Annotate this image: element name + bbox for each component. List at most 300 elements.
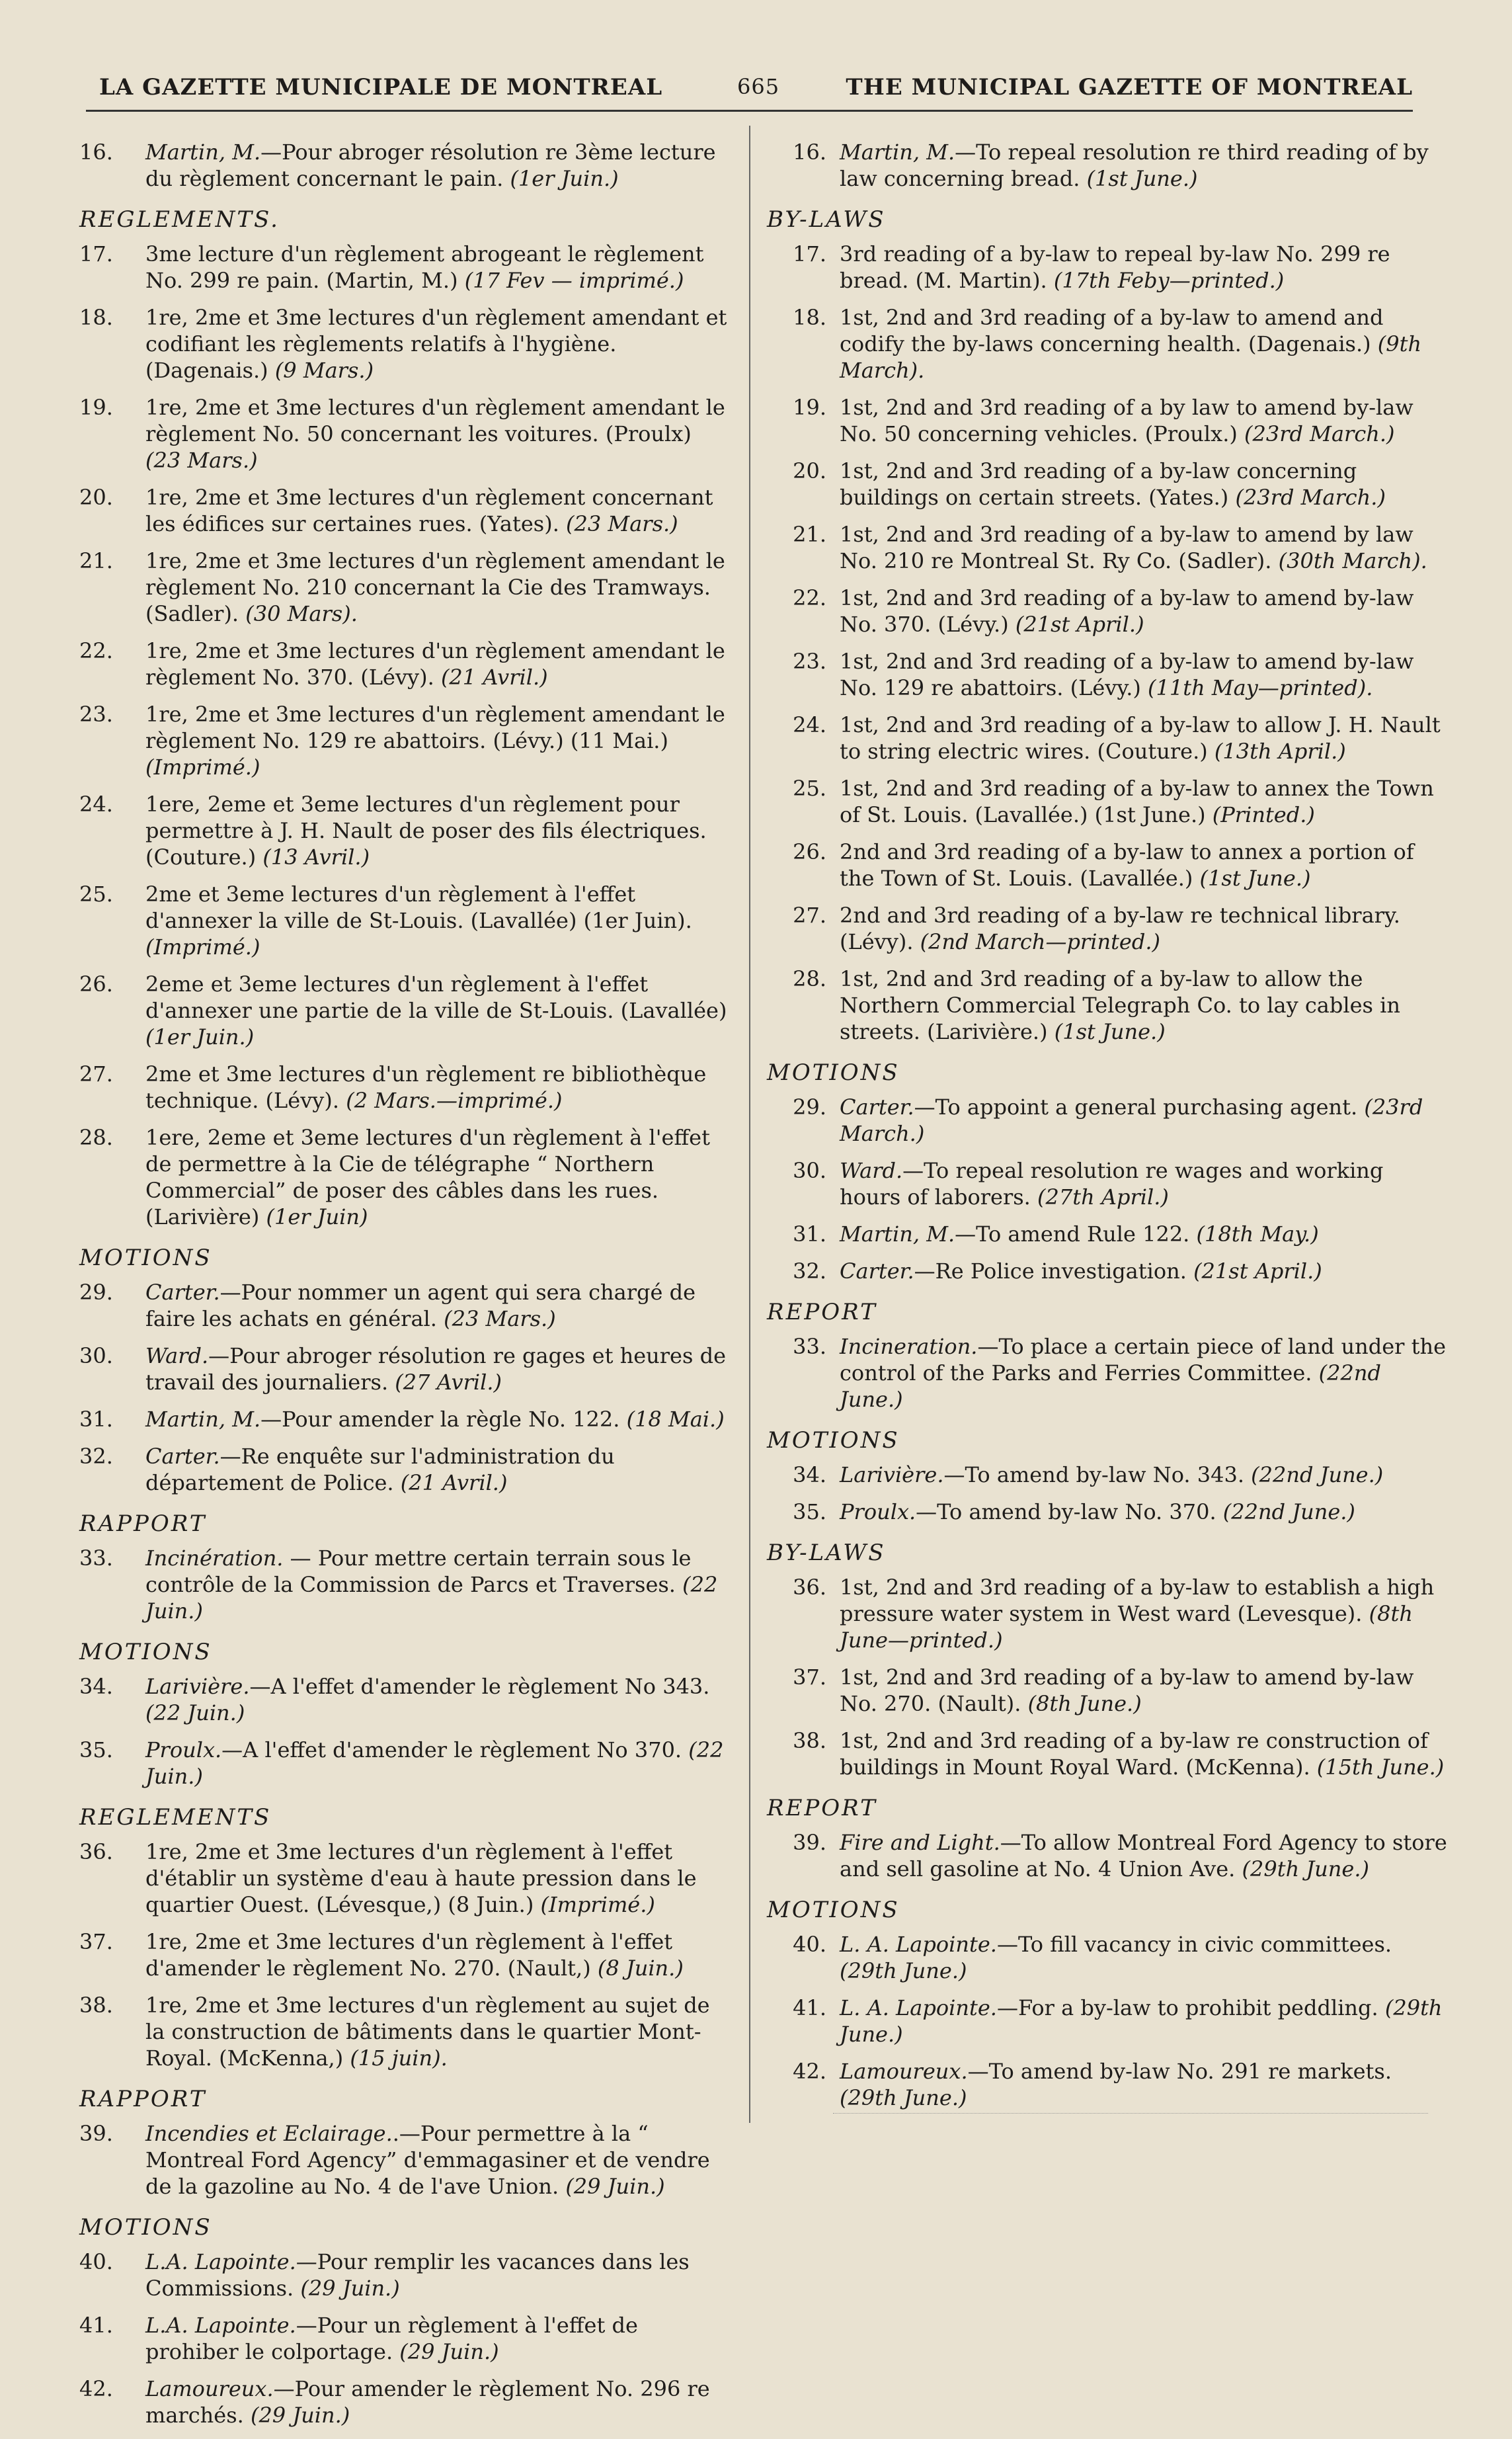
item-body bbox=[145, 1124, 727, 1230]
footer-rule bbox=[833, 2113, 1428, 2114]
item-mover: Incinération. bbox=[145, 1546, 284, 1571]
agenda-item bbox=[767, 1995, 1448, 2047]
agenda-item bbox=[79, 1545, 727, 1624]
agenda-item bbox=[79, 1992, 727, 2071]
item-number: 39. bbox=[793, 1830, 826, 1855]
item-date-note: (21 Avril.) bbox=[400, 1470, 508, 1495]
agenda-item bbox=[79, 971, 727, 1050]
item-body bbox=[145, 1839, 727, 1918]
item-text: 3me lecture d'un règlement abrogeant le règlement No. 299 re pain. (Martin, M.) bbox=[145, 241, 704, 293]
item-mover: Ward. bbox=[145, 1343, 209, 1368]
item-number: 30. bbox=[79, 1343, 113, 1368]
item-body bbox=[145, 1279, 727, 1332]
section-heading: REPORT bbox=[767, 1795, 877, 1821]
item-number: 26. bbox=[79, 971, 113, 997]
item-body bbox=[840, 1094, 1448, 1147]
item-number: 24. bbox=[793, 712, 826, 737]
item-body bbox=[145, 701, 727, 780]
agenda-item bbox=[79, 1673, 727, 1726]
item-date-note: (11th May—printed). bbox=[1148, 675, 1373, 700]
item-body bbox=[145, 2249, 727, 2301]
agenda-item bbox=[79, 791, 727, 870]
item-number: 16. bbox=[793, 140, 826, 165]
item-text: 1st, 2nd and 3rd reading of a by-law to amend by-law No. 370. (Lévy.) bbox=[840, 585, 1414, 637]
item-body bbox=[145, 139, 727, 192]
agenda-item bbox=[767, 1333, 1448, 1413]
agenda-item bbox=[767, 1664, 1448, 1717]
agenda-item bbox=[79, 241, 727, 294]
item-body bbox=[840, 839, 1448, 891]
item-number: 17. bbox=[79, 241, 113, 267]
item-body bbox=[145, 1443, 727, 1496]
item-date-note: (23rd March.) bbox=[1244, 421, 1395, 446]
item-number: 32. bbox=[793, 1259, 826, 1284]
item-number: 21. bbox=[793, 522, 826, 547]
item-date-note: (30 Mars). bbox=[245, 601, 358, 626]
item-body bbox=[840, 1727, 1448, 1780]
item-date-note: (9th March). bbox=[840, 331, 1422, 383]
header-french-title: LA GAZETTE MUNICIPALE DE MONTREAL bbox=[99, 74, 663, 101]
item-number: 21. bbox=[79, 548, 113, 573]
agenda-item bbox=[79, 139, 727, 192]
column-divider bbox=[749, 126, 750, 2123]
item-date-note: (29th June.) bbox=[840, 1958, 967, 1983]
item-mover: Carter. bbox=[840, 1095, 914, 1120]
agenda-item bbox=[767, 1221, 1448, 1247]
item-mover: L. A. Lapointe. bbox=[840, 1932, 997, 1957]
agenda-item bbox=[767, 139, 1448, 192]
item-mover: Proulx. bbox=[145, 1737, 222, 1762]
item-body bbox=[840, 304, 1448, 384]
agenda-item bbox=[79, 1061, 727, 1114]
agenda-item bbox=[767, 1157, 1448, 1210]
item-body bbox=[145, 971, 727, 1050]
item-number: 22. bbox=[79, 638, 113, 663]
agenda-item bbox=[767, 1574, 1448, 1653]
item-number: 28. bbox=[793, 966, 826, 991]
item-text: 3rd reading of a by-law to repeal by-law No. 299 re bread. (M. Martin). bbox=[840, 241, 1390, 293]
item-mover: Martin, M. bbox=[145, 1407, 261, 1432]
item-body bbox=[840, 648, 1448, 701]
item-number: 25. bbox=[79, 882, 113, 907]
item-text: 1re, 2me et 3me lectures d'un règlement concernant les édifices sur certaines rues. (Yates). bbox=[145, 485, 713, 536]
item-date-note: (30th March). bbox=[1278, 548, 1427, 573]
item-number: 35. bbox=[793, 1499, 826, 1524]
agenda-item bbox=[79, 1406, 727, 1432]
french-column bbox=[79, 139, 727, 2439]
item-text: 1re, 2me et 3me lectures d'un règlement amendant le règlement No. 129 re abattoirs. (Lévy.) (11 Mai.) bbox=[145, 702, 725, 753]
item-date-note: (18 Mai.) bbox=[626, 1407, 725, 1432]
item-body bbox=[840, 458, 1448, 511]
item-number: 19. bbox=[793, 395, 826, 420]
section-heading: REGLEMENTS. bbox=[79, 206, 280, 233]
item-text: —A l'effet d'amender le règlement No 343. bbox=[249, 1674, 710, 1699]
item-text: —To fill vacancy in civic committees. bbox=[996, 1932, 1392, 1957]
agenda-item bbox=[79, 1737, 727, 1790]
item-body bbox=[145, 1406, 727, 1432]
item-number: 27. bbox=[793, 903, 826, 928]
item-date-note: (23 Mars.) bbox=[566, 511, 678, 536]
item-number: 36. bbox=[793, 1575, 826, 1600]
item-text: 1st, 2nd and 3rd reading of a by-law to establish a high pressure water system in West ward (Levesque). bbox=[840, 1575, 1435, 1626]
item-number: 25. bbox=[793, 776, 826, 801]
agenda-item bbox=[79, 2376, 727, 2428]
item-text: — Pour mettre certain terrain sous le contrôle de la Commission de Parcs et Traverses. bbox=[145, 1546, 692, 1597]
item-body bbox=[145, 881, 727, 960]
item-number: 26. bbox=[793, 839, 826, 864]
item-body bbox=[145, 2120, 727, 2200]
agenda-item bbox=[767, 648, 1448, 701]
item-text: 1re, 2me et 3me lectures d'un règlement amendant et codifiant les règlements relatifs à l'hygiène. (Dagenais.) bbox=[145, 305, 727, 383]
item-text: 2nd and 3rd reading of a by-law re technical library. (Lévy). bbox=[840, 903, 1400, 954]
item-number: 42. bbox=[79, 2376, 113, 2401]
item-mover: L.A. Lapointe. bbox=[145, 2249, 296, 2274]
item-number: 27. bbox=[79, 1061, 113, 1087]
item-body bbox=[840, 139, 1448, 192]
item-number: 29. bbox=[793, 1095, 826, 1120]
item-text: 1ere, 2eme et 3eme lectures d'un règlement pour permettre à J. H. Nault de poser des fils électriques. (Couture.) bbox=[145, 792, 707, 870]
agenda-item bbox=[767, 902, 1448, 955]
item-date-note: (1er Juin.) bbox=[510, 166, 619, 191]
item-date-note: (23rd March.) bbox=[1235, 485, 1386, 510]
agenda-item bbox=[767, 241, 1448, 294]
item-text: —To amend Rule 122. bbox=[955, 1221, 1190, 1247]
item-date-note: (29 Juin.) bbox=[565, 2174, 665, 2199]
item-date-note: (13 Avril.) bbox=[262, 845, 370, 870]
agenda-item bbox=[79, 394, 727, 474]
item-number: 20. bbox=[793, 458, 826, 483]
item-mover: Larivière. bbox=[145, 1674, 250, 1699]
item-number: 36. bbox=[79, 1839, 113, 1864]
item-body bbox=[840, 1664, 1448, 1717]
item-text: —Pour un règlement à l'effet de prohiber le colportage. bbox=[145, 2313, 638, 2364]
item-body bbox=[840, 902, 1448, 955]
item-text: —To appoint a general purchasing agent. bbox=[914, 1095, 1358, 1120]
item-text: 1st, 2nd and 3rd reading of a by-law to allow J. H. Nault to string electric wires. (Couture.) bbox=[840, 712, 1441, 764]
item-date-note: (Imprimé.) bbox=[145, 755, 260, 780]
item-text: —To repeal resolution re third reading of by law concerning bread. bbox=[840, 140, 1429, 191]
item-text: 1st, 2nd and 3rd reading of a by-law re construction of buildings in Mount Royal Ward. (McKenna). bbox=[840, 1728, 1428, 1780]
item-mover: L. A. Lapointe. bbox=[840, 1995, 997, 2020]
item-body bbox=[145, 1928, 727, 1981]
item-date-note: (Imprimé.) bbox=[145, 934, 260, 960]
item-date-note: (29th June.) bbox=[840, 2085, 967, 2110]
item-date-note: (2nd March—printed.) bbox=[920, 929, 1160, 954]
item-body bbox=[840, 1258, 1448, 1284]
item-body bbox=[145, 1343, 727, 1395]
item-text: —Pour amender la règle No. 122. bbox=[260, 1407, 620, 1432]
item-text: 1st, 2nd and 3rd reading of a by-law to allow the Northern Commercial Telegraph Co. to lay cables in streets. (Larivière.) bbox=[840, 966, 1400, 1044]
item-number: 38. bbox=[793, 1728, 826, 1753]
item-date-note: (9 Mars.) bbox=[274, 358, 374, 383]
item-date-note: (22nd June.) bbox=[1222, 1499, 1355, 1524]
item-date-note: (15th June.) bbox=[1316, 1755, 1445, 1780]
item-number: 31. bbox=[79, 1407, 113, 1432]
item-number: 31. bbox=[793, 1221, 826, 1247]
item-text: 1re, 2me et 3me lectures d'un règlement à l'effet d'établir un système d'eau à haute pression dans le quartier Ouest. (Lévesque,) (8 Juin.) bbox=[145, 1839, 697, 1917]
agenda-item bbox=[767, 1094, 1448, 1147]
item-mover: L.A. Lapointe. bbox=[145, 2313, 296, 2338]
agenda-item bbox=[767, 966, 1448, 1045]
item-text: 1st, 2nd and 3rd reading of a by-law to amend and codify the by-laws concerning health. (Dagenais.) bbox=[840, 305, 1384, 356]
item-date-note: (17 Fev — imprimé.) bbox=[464, 268, 684, 293]
header-english-title: THE MUNICIPAL GAZETTE OF MONTREAL bbox=[846, 74, 1413, 101]
item-mover: Martin, M. bbox=[840, 140, 955, 165]
item-number: 17. bbox=[793, 241, 826, 267]
item-date-note: (23 Mars.) bbox=[444, 1306, 556, 1331]
item-mover: Larivière. bbox=[840, 1462, 944, 1487]
item-text: 1re, 2me et 3me lectures d'un règlement amendant le règlement No. 370. (Lévy). bbox=[145, 638, 725, 690]
item-number: 41. bbox=[793, 1995, 826, 2020]
item-text: —A l'effet d'amender le règlement No 370. bbox=[221, 1737, 682, 1762]
item-body bbox=[840, 2058, 1448, 2111]
section-heading: REGLEMENTS bbox=[79, 1804, 272, 1831]
english-column bbox=[767, 139, 1448, 2122]
item-text: .—Pour permettre à la “ Montreal Ford Agency” d'emmagasiner et de vendre de la gazoline au No. 4 de l'ave Union. bbox=[145, 2121, 710, 2199]
item-body bbox=[840, 1574, 1448, 1653]
item-number: 35. bbox=[79, 1737, 113, 1762]
item-body bbox=[145, 2376, 727, 2428]
item-date-note: (1er Juin) bbox=[266, 1204, 368, 1229]
agenda-item bbox=[79, 2120, 727, 2200]
item-text: —To amend by-law No. 370. bbox=[916, 1499, 1216, 1524]
item-text: 2me et 3me lectures d'un règlement re bibliothèque technique. (Lévy). bbox=[145, 1061, 707, 1113]
agenda-item bbox=[79, 881, 727, 960]
item-date-note: (23 Mars.) bbox=[145, 448, 258, 473]
item-date-note: (15 juin). bbox=[350, 2046, 448, 2071]
agenda-item bbox=[767, 458, 1448, 511]
item-mover: Incineration. bbox=[840, 1334, 978, 1359]
section-heading: REPORT bbox=[767, 1299, 877, 1325]
item-number: 23. bbox=[793, 649, 826, 674]
item-body bbox=[840, 1157, 1448, 1210]
agenda-item bbox=[767, 521, 1448, 574]
section-heading: BY-LAWS bbox=[767, 1540, 886, 1566]
agenda-item bbox=[767, 1499, 1448, 1525]
item-body bbox=[840, 241, 1448, 294]
agenda-item bbox=[79, 1279, 727, 1332]
item-body bbox=[840, 1931, 1448, 1984]
item-body bbox=[840, 1499, 1448, 1525]
item-number: 42. bbox=[793, 2059, 826, 2084]
item-text: —Pour abroger résolution re gages et heures de travail des journaliers. bbox=[145, 1343, 726, 1395]
item-number: 23. bbox=[79, 702, 113, 727]
item-date-note: (1st June.) bbox=[1086, 166, 1198, 191]
item-text: —To repeal resolution re wages and working hours of laborers. bbox=[840, 1158, 1384, 1210]
item-number: 28. bbox=[79, 1125, 113, 1150]
item-body bbox=[840, 394, 1448, 447]
item-number: 24. bbox=[79, 792, 113, 817]
item-body bbox=[145, 484, 727, 537]
page-number: 665 bbox=[737, 74, 780, 99]
item-body bbox=[840, 585, 1448, 638]
item-date-note: (Imprimé.) bbox=[540, 1892, 655, 1917]
item-date-note: (21st April.) bbox=[1193, 1259, 1322, 1284]
item-body bbox=[145, 1061, 727, 1114]
item-date-note: (29 Juin.) bbox=[300, 2276, 400, 2301]
item-body bbox=[840, 1995, 1448, 2047]
agenda-item bbox=[767, 394, 1448, 447]
item-date-note: (17th Feby—printed.) bbox=[1053, 268, 1285, 293]
section-heading: MOTIONS bbox=[79, 1245, 212, 1271]
item-text: 2eme et 3eme lectures d'un règlement à l'effet d'annexer une partie de la ville de St-Louis. (Lavallée) bbox=[145, 971, 727, 1023]
item-body bbox=[840, 712, 1448, 765]
agenda-item bbox=[767, 839, 1448, 891]
item-date-note: (8th June.) bbox=[1027, 1691, 1142, 1716]
item-number: 30. bbox=[793, 1158, 826, 1183]
item-date-note: (22nd June.) bbox=[840, 1360, 1381, 1412]
item-date-note: (22 Juin.) bbox=[145, 1572, 718, 1624]
item-text: —Re enquête sur l'administration du département de Police. bbox=[145, 1444, 615, 1495]
item-number: 33. bbox=[79, 1546, 113, 1571]
item-body bbox=[840, 775, 1448, 828]
item-date-note: (1er Juin.) bbox=[145, 1024, 255, 1050]
item-text: —To amend by-law No. 291 re markets. bbox=[967, 2059, 1392, 2084]
agenda-item bbox=[767, 1258, 1448, 1284]
item-body bbox=[145, 1737, 727, 1790]
item-number: 22. bbox=[793, 585, 826, 610]
agenda-item bbox=[767, 1829, 1448, 1882]
agenda-item bbox=[79, 1443, 727, 1496]
agenda-item bbox=[767, 1931, 1448, 1984]
item-body bbox=[840, 1829, 1448, 1882]
section-heading: RAPPORT bbox=[79, 1510, 207, 1537]
item-number: 40. bbox=[793, 1932, 826, 1957]
item-date-note: (29th June.) bbox=[1242, 1856, 1369, 1881]
item-body bbox=[840, 966, 1448, 1045]
item-mover: Fire and Light. bbox=[840, 1830, 1000, 1855]
agenda-item bbox=[79, 304, 727, 384]
item-date-note: (29 Juin.) bbox=[399, 2339, 499, 2364]
agenda-item bbox=[79, 701, 727, 780]
item-number: 34. bbox=[79, 1674, 113, 1699]
item-text: 1st, 2nd and 3rd reading of a by-law concerning buildings on certain streets. (Yates.) bbox=[840, 458, 1357, 510]
item-body bbox=[145, 1545, 727, 1624]
item-text: —Pour nommer un agent qui sera chargé de faire les achats en général. bbox=[145, 1280, 696, 1331]
item-date-note: (Printed.) bbox=[1212, 802, 1315, 827]
item-body bbox=[145, 2312, 727, 2365]
item-date-note: (8th June—printed.) bbox=[840, 1601, 1413, 1653]
item-text: 1re, 2me et 3me lectures d'un règlement amendant le règlement No. 210 concernant la Cie des Tramways. (Sadler). bbox=[145, 548, 725, 626]
item-mover: Martin, M. bbox=[840, 1221, 955, 1247]
header-rule bbox=[86, 110, 1413, 112]
agenda-item bbox=[767, 1727, 1448, 1780]
item-number: 37. bbox=[793, 1665, 826, 1690]
item-mover: Carter. bbox=[145, 1444, 220, 1469]
item-text: 1re, 2me et 3me lectures d'un règlement à l'effet d'amender le règlement No. 270. (Nault,) bbox=[145, 1929, 673, 1981]
item-date-note: (18th May.) bbox=[1196, 1221, 1319, 1247]
item-date-note: (29 Juin.) bbox=[250, 2403, 350, 2428]
item-date-note: (23rd March.) bbox=[840, 1095, 1423, 1146]
item-text: 1st, 2nd and 3rd reading of a by-law to annex the Town of St. Louis. (Lavallée.) (1st June.) bbox=[840, 776, 1434, 827]
item-mover: Lamoureux. bbox=[840, 2059, 968, 2084]
item-number: 34. bbox=[793, 1462, 826, 1487]
item-mover: Ward. bbox=[840, 1158, 903, 1183]
item-date-note: (27 Avril.) bbox=[395, 1370, 502, 1395]
agenda-item bbox=[79, 484, 727, 537]
item-text: 2nd and 3rd reading of a by-law to annex a portion of the Town of St. Louis. (Lavallée.) bbox=[840, 839, 1414, 891]
item-text: 1st, 2nd and 3rd reading of a by-law to amend by-law No. 129 re abattoirs. (Lévy.) bbox=[840, 649, 1414, 700]
item-date-note: (8 Juin.) bbox=[597, 1956, 684, 1981]
item-date-note: (22 Juin.) bbox=[145, 1737, 724, 1789]
item-date-note: (22 Juin.) bbox=[145, 1700, 245, 1725]
section-heading: MOTIONS bbox=[79, 1639, 212, 1665]
item-text: 1ere, 2eme et 3eme lectures d'un règlement à l'effet de permettre à la Cie de télégraphe “ Northern Commercial” de poser des câbles dans les rues. (Larivière) bbox=[145, 1125, 710, 1229]
item-text: —Re Police investigation. bbox=[914, 1259, 1187, 1284]
section-heading: BY-LAWS bbox=[767, 206, 886, 233]
agenda-item bbox=[79, 548, 727, 627]
agenda-item bbox=[767, 2058, 1448, 2111]
item-number: 40. bbox=[79, 2249, 113, 2274]
section-heading: RAPPORT bbox=[79, 2086, 207, 2112]
item-body bbox=[145, 638, 727, 690]
item-number: 38. bbox=[79, 1993, 113, 2018]
agenda-item bbox=[767, 712, 1448, 765]
agenda-item bbox=[79, 2312, 727, 2365]
item-mover: Incendies et Eclairage. bbox=[145, 2121, 393, 2146]
item-text: 2me et 3eme lectures d'un règlement à l'effet d'annexer la ville de St-Louis. (Lavallée) (1er Juin). bbox=[145, 882, 692, 933]
agenda-item bbox=[79, 1928, 727, 1981]
section-heading: MOTIONS bbox=[767, 1427, 900, 1454]
item-date-note: (1st June.) bbox=[1054, 1019, 1166, 1044]
item-date-note: (21 Avril.) bbox=[440, 665, 548, 690]
item-body bbox=[145, 304, 727, 384]
item-text: —Pour amender le règlement No. 296 re marchés. bbox=[145, 2376, 710, 2428]
agenda-item bbox=[767, 775, 1448, 828]
item-number: 29. bbox=[79, 1280, 113, 1305]
item-text: 1st, 2nd and 3rd reading of a by-law to amend by law No. 210 re Montreal St. Ry Co. (Sadler). bbox=[840, 522, 1413, 573]
agenda-item bbox=[79, 1124, 727, 1230]
agenda-item bbox=[79, 1343, 727, 1395]
item-body bbox=[145, 241, 727, 294]
item-text: 1re, 2me et 3me lectures d'un règlement amendant le règlement No. 50 concernant les voitures. (Proulx) bbox=[145, 395, 725, 446]
agenda-item bbox=[767, 585, 1448, 638]
item-mover: Carter. bbox=[145, 1280, 220, 1305]
agenda-item bbox=[79, 638, 727, 690]
item-number: 18. bbox=[79, 305, 113, 330]
agenda-item bbox=[79, 1839, 727, 1918]
item-number: 16. bbox=[79, 140, 113, 165]
item-number: 19. bbox=[79, 395, 113, 420]
item-date-note: (1st June.) bbox=[1199, 866, 1311, 891]
agenda-item bbox=[79, 2249, 727, 2301]
item-text: —For a by-law to prohibit peddling. bbox=[996, 1995, 1378, 2020]
item-body bbox=[840, 1221, 1448, 1247]
item-date-note: (13th April.) bbox=[1214, 739, 1346, 764]
item-number: 39. bbox=[79, 2121, 113, 2146]
item-text: —To allow Montreal Ford Agency to store and sell gasoline at No. 4 Union Ave. bbox=[840, 1830, 1447, 1881]
item-number: 41. bbox=[79, 2313, 113, 2338]
section-heading: MOTIONS bbox=[767, 1059, 900, 1086]
item-body bbox=[145, 394, 727, 474]
item-body bbox=[145, 1992, 727, 2071]
item-date-note: (29th June.) bbox=[840, 1995, 1443, 2047]
item-number: 18. bbox=[793, 305, 826, 330]
item-number: 20. bbox=[79, 485, 113, 510]
item-body bbox=[145, 1673, 727, 1726]
item-date-note: (27th April.) bbox=[1037, 1184, 1169, 1210]
agenda-item bbox=[767, 304, 1448, 384]
item-body bbox=[840, 1462, 1448, 1488]
item-mover: Proulx. bbox=[840, 1499, 916, 1524]
item-date-note: (2 Mars.—imprimé.) bbox=[346, 1088, 563, 1113]
section-heading: MOTIONS bbox=[767, 1897, 900, 1923]
item-text: —To amend by-law No. 343. bbox=[943, 1462, 1244, 1487]
item-text: 1re, 2me et 3me lectures d'un règlement au sujet de la construction de bâtiments dans le quartier Mont-Royal. (McKenna,) bbox=[145, 1993, 710, 2071]
item-text: —Pour abroger résolution re 3ème lecture du règlement concernant le pain. bbox=[145, 140, 716, 191]
item-body bbox=[145, 791, 727, 870]
item-mover: Carter. bbox=[840, 1259, 914, 1284]
